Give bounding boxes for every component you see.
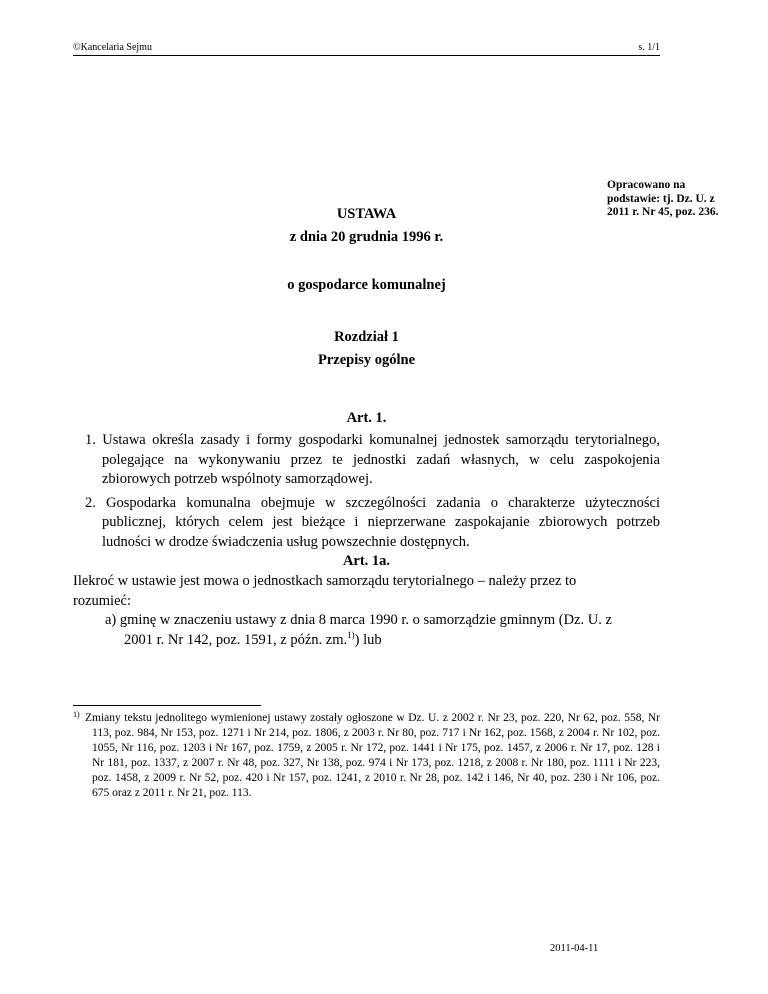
art1-point-1: 1. Ustawa określa zasady i formy gospodarki komunalnej jednostek samorządu terytorialnego, polegające na wykonywaniu przez te jednostki zadań własnych, w celu zaspokojenia zbiorowych potrzeb wspólnoty samorządowej.: [85, 432, 660, 487]
footer-date: 2011-04-11: [550, 943, 599, 954]
header-source: ©Kancelaria Sejmu: [73, 42, 152, 53]
footnote-divider: [73, 705, 261, 706]
act-title: USTAWA: [336, 206, 397, 222]
act-subject: o gospodarce komunalnej: [287, 277, 446, 293]
footnote-mark: 1): [73, 710, 80, 719]
chapter-number: Rozdział 1: [334, 329, 399, 345]
art1-heading: Art. 1.: [346, 410, 387, 426]
art1a-heading: Art. 1a.: [342, 553, 391, 569]
side-note: Opracowano na podstawie: tj. Dz. U. z 2011 r. Nr 45, poz. 236.: [607, 179, 719, 218]
page-number: s. 1/1: [638, 42, 660, 53]
art1a-item-a-text: a) gminę w znaczeniu ustawy z dnia 8 marca 1990 r. o samorządzie gminnym (Dz. U. z 2001 r. Nr 142, poz. 1591, z późn. zm.: [105, 612, 612, 648]
chapter-name: Przepisy ogólne: [317, 352, 416, 368]
art1-points: [85, 431, 660, 556]
art1-point-2: 2. Gospodarka komunalna obejmuje w szczególności zadania o charakterze użyteczności publicznej, których celem jest bieżące i nieprzerwane zaspokajanie zbiorowych potrzeb ludności w drodze świadczenia usług powszechnie dostępnych.: [85, 494, 660, 550]
footnote: [73, 711, 660, 801]
footnote-reference[interactable]: 1): [347, 629, 355, 640]
art1a-item-a: [105, 611, 644, 650]
art1a-intro: Ilekroć w ustawie jest mowa o jednostkach samorządu terytorialnego – należy przez to rozumieć:: [73, 573, 577, 609]
art1a-item-a-tail: ) lub: [354, 631, 382, 648]
act-date: z dnia 20 grudnia 1996 r.: [289, 229, 444, 245]
footnote-text: Zmiany tekstu jednolitego wymienionej ustawy zostały ogłoszone w Dz. U. z 2002 r. Nr 23, poz. 220, Nr 62, poz. 558, Nr 113, poz. 984, Nr 153, poz. 1271 i Nr 214, poz. 1806, z 2003 r. Nr 80, poz. 717 i Nr 162, poz. 1568, z 2004 r. Nr 102, poz. 1055, Nr 116, poz. 1203 i Nr 167, poz. 1759, z 2005 r. Nr 172, poz. 1441 i Nr 175, poz. 1457, z 2006 r. Nr 17, poz. 128 i Nr 181, poz. 1337, z 2007 r. Nr 48, poz. 327, Nr 138, poz. 974 i Nr 173, poz. 1218, z 2008 r. Nr 180, poz. 1111 i Nr 223, poz. 1458, z 2009 r. Nr 52, poz. 420 i Nr 157, poz. 1241, z 2010 r. Nr 28, poz. 142 i 146, Nr 40, poz. 230 i Nr 106, poz. 675 oraz z 2011 r. Nr 21, poz. 113.: [85, 712, 660, 799]
header-divider: [73, 55, 660, 56]
